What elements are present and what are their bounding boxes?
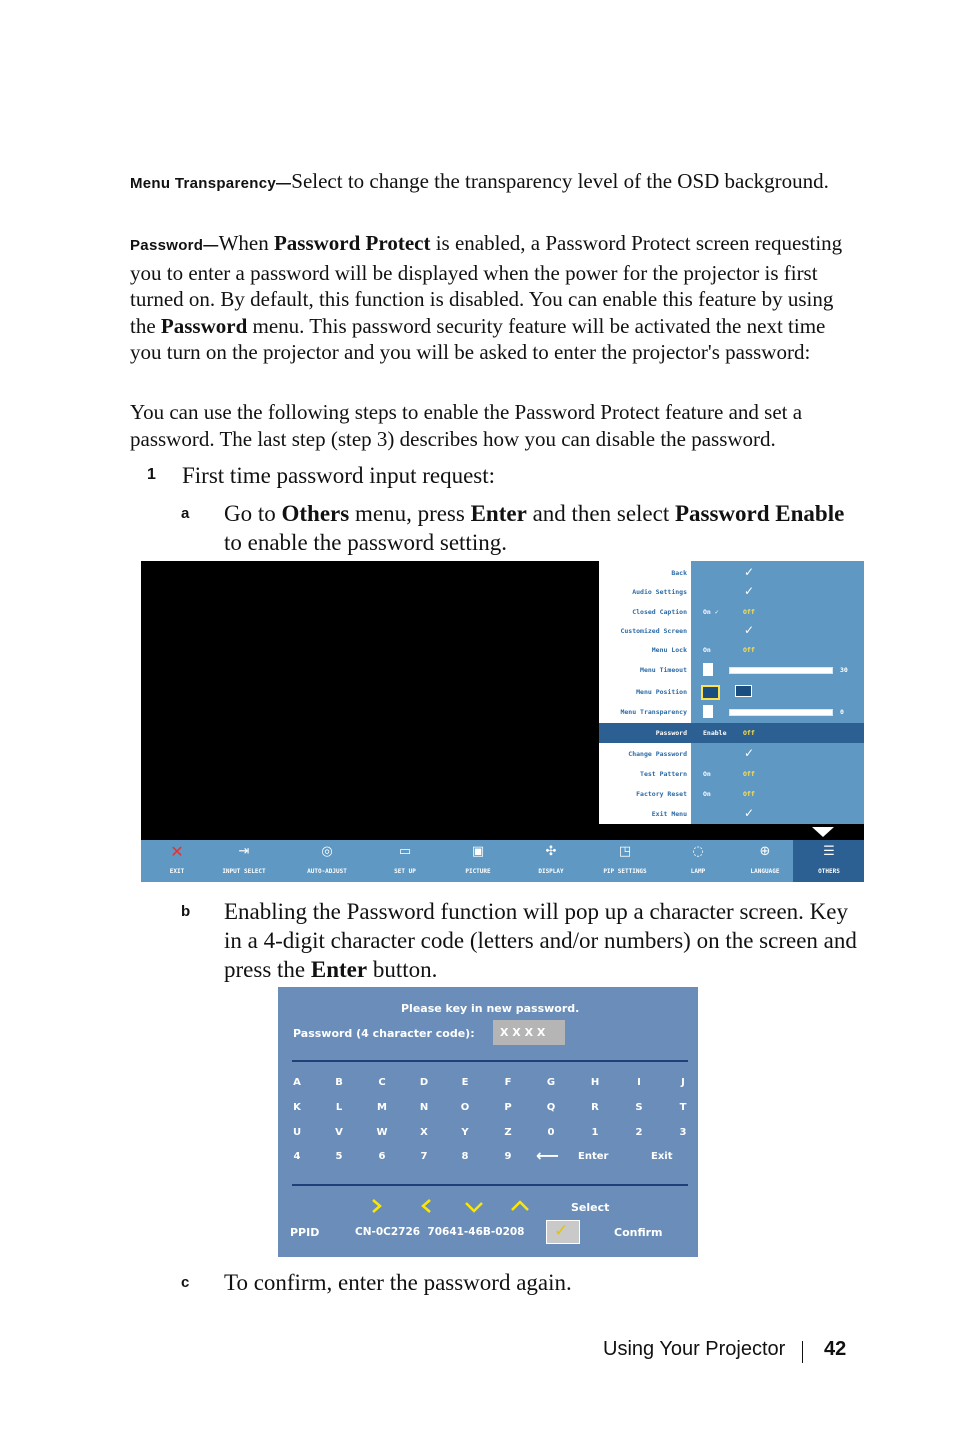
confirm-checkbox[interactable] bbox=[546, 1220, 580, 1244]
keypad-key[interactable]: Y bbox=[461, 1127, 469, 1138]
step-c-text: To confirm, enter the password again. bbox=[224, 1270, 572, 1295]
keypad-key[interactable]: X bbox=[420, 1127, 428, 1138]
toolbar-item-label: SET UP bbox=[394, 868, 416, 875]
keypad-key[interactable]: L bbox=[335, 1102, 343, 1113]
osd-menu-row-label: Menu Timeout bbox=[640, 666, 687, 674]
password-protect-term: Password Protect bbox=[273, 231, 431, 255]
osd-others-menu-screenshot bbox=[141, 561, 864, 882]
keypad-key[interactable]: D bbox=[419, 1077, 429, 1088]
step-b-t1: Enabling the Password function will pop up a character screen. Key in a 4-digit character code (letters and/or numbers) on the screen and press the bbox=[224, 899, 857, 982]
password-screen-title: Please key in new password. bbox=[401, 1002, 580, 1015]
step-b-t2: button. bbox=[367, 957, 438, 982]
keypad-key[interactable]: 3 bbox=[679, 1127, 687, 1138]
toolbar-item-label: PIP SETTINGS bbox=[603, 868, 647, 875]
osd-menu-row[interactable] bbox=[599, 621, 864, 641]
keypad-key[interactable]: M bbox=[377, 1102, 387, 1113]
osd-menu-row[interactable] bbox=[599, 723, 864, 743]
enter-key[interactable]: Enter bbox=[578, 1151, 609, 1162]
step-a-text bbox=[224, 499, 864, 557]
check-icon: ✓ bbox=[744, 806, 755, 820]
osd-slider-value: 0 bbox=[840, 708, 844, 716]
keypad-key[interactable]: 4 bbox=[293, 1151, 301, 1162]
check-icon: ✓ bbox=[744, 565, 755, 579]
password-code-field[interactable] bbox=[493, 1020, 565, 1045]
keypad-key[interactable]: V bbox=[335, 1127, 343, 1138]
ppid-value: CN-0C2726 70641-46B-0208 bbox=[355, 1226, 525, 1238]
left-arrow-icon bbox=[423, 1200, 430, 1212]
osd-menu-row[interactable] bbox=[599, 582, 864, 602]
keypad-key[interactable]: H bbox=[590, 1077, 600, 1088]
step-a-t1: Go to bbox=[224, 501, 282, 526]
keypad-key[interactable]: P bbox=[504, 1102, 512, 1113]
keypad-key[interactable]: A bbox=[293, 1077, 301, 1088]
check-icon: ✓ bbox=[554, 1221, 569, 1241]
osd-menu-row[interactable] bbox=[599, 602, 864, 622]
step-b-letter: b bbox=[181, 903, 191, 920]
toolbar-item-label: AUTO-ADJUST bbox=[307, 868, 347, 875]
osd-menu-row[interactable] bbox=[599, 660, 864, 680]
keypad-key[interactable]: B bbox=[335, 1077, 343, 1088]
password-text-2: is enabled, a Password Protect screen requesting you to enter a password will be displayed when the power for the projector is first turned on. By default, this function is disabled. You can enable this feature by using the bbox=[130, 231, 843, 338]
keypad-key[interactable]: 6 bbox=[378, 1151, 386, 1162]
osd-menu-row[interactable] bbox=[599, 744, 864, 764]
toolbar-item-label: EXIT bbox=[169, 868, 185, 875]
osd-option-off[interactable]: Off bbox=[743, 790, 755, 798]
steps-intro-paragraph: You can use the following steps to enable the Password Protect feature and set a password. The last step (step 3) describes how you can disable the password. bbox=[130, 400, 803, 451]
password-menu-term: Password bbox=[160, 313, 248, 338]
toolbar-item-pip-settings[interactable] bbox=[589, 840, 661, 882]
osd-toolbar bbox=[141, 840, 864, 882]
menu-transparency-heading: Menu Transparency— bbox=[130, 175, 292, 192]
footer-divider bbox=[802, 1341, 803, 1363]
right-arrow-icon bbox=[373, 1200, 380, 1212]
exit-icon: ✕ bbox=[170, 842, 184, 861]
toolbar-item-label: PICTURE bbox=[465, 868, 491, 875]
language-icon: ⊕ bbox=[759, 844, 771, 859]
keypad-key[interactable]: Z bbox=[504, 1127, 512, 1138]
toolbar-item-label: LANGUAGE bbox=[750, 868, 780, 875]
password-paragraph bbox=[130, 230, 850, 366]
osd-option-on[interactable]: On bbox=[703, 790, 711, 798]
keypad-key[interactable]: C bbox=[378, 1077, 386, 1088]
osd-slider[interactable] bbox=[729, 667, 833, 674]
set-up-icon: ▭ bbox=[398, 844, 412, 859]
lamp-icon: ◌ bbox=[692, 844, 704, 859]
osd-menu-row[interactable] bbox=[599, 640, 864, 660]
keypad-key[interactable]: O bbox=[460, 1102, 470, 1113]
password-text-1: When bbox=[218, 231, 274, 255]
step-1-text: First time password input request: bbox=[182, 463, 496, 488]
osd-option-off[interactable]: Off bbox=[743, 729, 755, 737]
toolbar-item-label: INPUT SELECT bbox=[222, 868, 266, 875]
osd-option-off[interactable]: Off bbox=[743, 646, 755, 654]
keypad-key[interactable]: 9 bbox=[504, 1151, 512, 1162]
keypad-key[interactable]: U bbox=[292, 1127, 302, 1138]
step-b-text bbox=[224, 897, 864, 984]
toolbar-item-language[interactable] bbox=[729, 840, 801, 882]
osd-menu-row-label: Customized Screen bbox=[620, 627, 687, 635]
page-number: 42 bbox=[824, 1338, 847, 1360]
keypad-key[interactable]: G bbox=[546, 1077, 556, 1088]
keypad-key[interactable]: 7 bbox=[420, 1151, 428, 1162]
osd-option-on[interactable]: On ✓ bbox=[703, 608, 719, 616]
keypad-key[interactable]: I bbox=[637, 1077, 641, 1088]
down-arrow-icon bbox=[812, 827, 834, 837]
toolbar-item-label: LAMP bbox=[690, 868, 706, 875]
picture-icon: ▣ bbox=[471, 844, 485, 859]
toolbar-item-set-up[interactable] bbox=[369, 840, 441, 882]
keypad-key[interactable]: F bbox=[504, 1077, 512, 1088]
keypad-key[interactable]: R bbox=[591, 1102, 599, 1113]
menu-transparency-text: Select to change the transparency level of the OSD background. bbox=[291, 169, 829, 193]
auto-adjust-icon: ◎ bbox=[321, 844, 333, 859]
step-c-letter: c bbox=[181, 1274, 190, 1291]
osd-menu-row[interactable] bbox=[599, 804, 864, 824]
navigation-arrows-icon bbox=[368, 1197, 548, 1215]
keypad-key[interactable]: T bbox=[679, 1102, 687, 1113]
timeout-icon bbox=[703, 663, 713, 676]
osd-menu-row-label: Menu Lock bbox=[651, 646, 687, 654]
up-arrow-icon bbox=[512, 1202, 528, 1210]
menu-position-right-icon[interactable] bbox=[735, 685, 752, 697]
osd-others-menu bbox=[599, 561, 864, 824]
password-code-label: Password (4 character code): bbox=[293, 1027, 475, 1040]
toolbar-item-display[interactable] bbox=[515, 840, 587, 882]
osd-menu-row[interactable] bbox=[599, 682, 864, 702]
keypad-key[interactable]: K bbox=[293, 1102, 301, 1113]
display-icon: ✣ bbox=[545, 844, 557, 859]
keypad-key[interactable]: E bbox=[461, 1077, 469, 1088]
toolbar-item-label: DISPLAY bbox=[538, 868, 564, 875]
osd-menu-row-label: Test Pattern bbox=[640, 770, 687, 778]
osd-menu-row-label: Audio Settings bbox=[632, 588, 687, 596]
toolbar-item-exit[interactable] bbox=[141, 840, 213, 882]
divider-bottom bbox=[292, 1184, 688, 1186]
toolbar-item-input-select[interactable] bbox=[208, 840, 280, 882]
divider-top bbox=[292, 1060, 688, 1062]
enter-term-b: Enter bbox=[310, 957, 368, 982]
osd-menu-row[interactable] bbox=[599, 764, 864, 784]
toolbar-item-label: OTHERS bbox=[818, 868, 840, 875]
osd-menu-row-label: Change Password bbox=[628, 750, 687, 758]
pip-settings-icon: ◳ bbox=[618, 844, 632, 859]
select-label: Select bbox=[571, 1201, 610, 1214]
keypad-key[interactable]: 0 bbox=[547, 1127, 555, 1138]
keypad-key[interactable]: 8 bbox=[461, 1151, 469, 1162]
toolbar-item-lamp[interactable] bbox=[662, 840, 734, 882]
check-icon: ✓ bbox=[744, 623, 755, 637]
backspace-arrow-icon[interactable]: ⟵ bbox=[536, 1146, 559, 1165]
menu-transparency-paragraph bbox=[130, 168, 850, 198]
password-code-value: X X X X bbox=[500, 1026, 546, 1039]
keypad-key[interactable]: W bbox=[376, 1127, 388, 1138]
toolbar-item-others[interactable] bbox=[793, 840, 864, 882]
osd-option-on[interactable]: Enable bbox=[703, 729, 727, 737]
osd-menu-row[interactable] bbox=[599, 563, 864, 583]
password-heading: Password— bbox=[130, 237, 219, 254]
keypad-key[interactable]: 5 bbox=[335, 1151, 343, 1162]
toolbar-item-picture[interactable] bbox=[442, 840, 514, 882]
osd-option-off[interactable]: Off bbox=[743, 770, 755, 778]
keypad-key[interactable]: N bbox=[419, 1102, 429, 1113]
menu-position-left-icon[interactable] bbox=[701, 685, 720, 700]
password-enable-term: Password Enable bbox=[674, 501, 845, 526]
osd-slider[interactable] bbox=[729, 709, 833, 716]
osd-menu-row-label: Factory Reset bbox=[636, 790, 687, 798]
others-term: Others bbox=[281, 501, 350, 526]
step-a-letter: a bbox=[181, 505, 190, 522]
check-icon: ✓ bbox=[744, 746, 755, 760]
others-icon: ☰ bbox=[823, 844, 835, 859]
osd-option-on[interactable]: On bbox=[703, 770, 711, 778]
osd-option-on[interactable]: On bbox=[703, 646, 711, 654]
down-arrow-icon bbox=[466, 1203, 482, 1211]
keypad-key[interactable]: S bbox=[635, 1102, 643, 1113]
keypad-key[interactable]: 1 bbox=[591, 1127, 599, 1138]
keypad-key[interactable]: Q bbox=[546, 1102, 556, 1113]
osd-option-off[interactable]: Off bbox=[743, 608, 755, 616]
step-a-t2: menu, press bbox=[349, 501, 471, 526]
password-text-3: menu. This password security feature will be activated the next time you turn on the projector and you will be asked to enter the projector's password: bbox=[130, 313, 826, 364]
step-a-t4: to enable the password setting. bbox=[224, 530, 507, 555]
password-entry-screen bbox=[278, 987, 698, 1257]
osd-menu-row-label: Back bbox=[671, 569, 687, 577]
osd-menu-row[interactable] bbox=[599, 702, 864, 722]
footer-section: Using Your Projector bbox=[603, 1338, 786, 1360]
exit-key[interactable]: Exit bbox=[651, 1151, 673, 1162]
osd-menu-row[interactable] bbox=[599, 784, 864, 804]
osd-menu-row-label: Menu Position bbox=[636, 688, 687, 696]
step-1-number: 1 bbox=[147, 466, 156, 483]
osd-menu-row-label: Menu Transparency bbox=[620, 708, 687, 716]
input-select-icon: ⇥ bbox=[238, 844, 250, 859]
check-icon: ✓ bbox=[744, 584, 755, 598]
step-a-t3: and then select bbox=[526, 501, 675, 526]
osd-menu-row-label: Password bbox=[655, 729, 687, 737]
osd-menu-row-label: Exit Menu bbox=[651, 810, 687, 818]
ppid-label: PPID bbox=[290, 1226, 320, 1239]
enter-term: Enter bbox=[470, 501, 527, 526]
transparency-icon bbox=[703, 705, 713, 718]
confirm-label: Confirm bbox=[614, 1226, 663, 1239]
keypad-key[interactable]: J bbox=[681, 1077, 685, 1088]
osd-slider-value: 30 bbox=[840, 666, 848, 674]
keypad-key[interactable]: 2 bbox=[635, 1127, 643, 1138]
osd-menu-row-label: Closed Caption bbox=[632, 608, 687, 616]
toolbar-item-auto-adjust[interactable] bbox=[291, 840, 363, 882]
